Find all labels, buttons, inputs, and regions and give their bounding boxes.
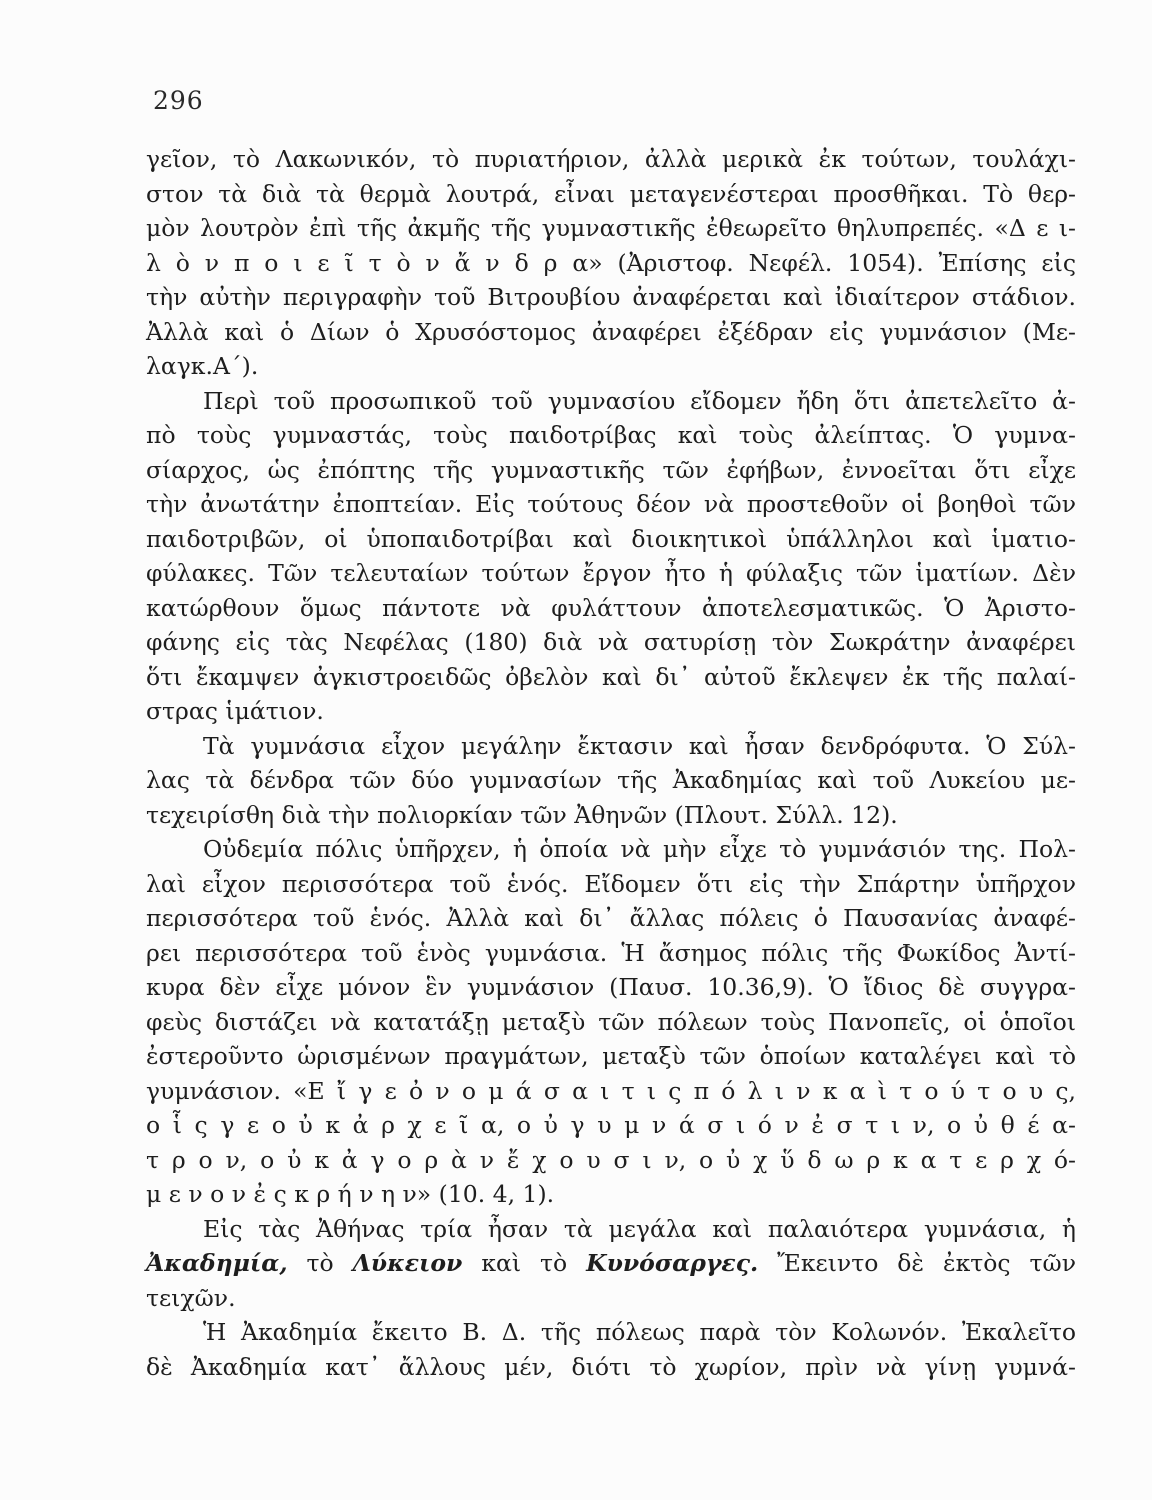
text-segment: καὶ τὸ: [462, 1249, 587, 1277]
text-line: γεῖον, τὸ Λακωνικόν, τὸ πυριατήριον, ἀλλὰ μερικὰ ἐκ τούτων, τουλάχι-: [146, 145, 1076, 173]
text-line: μὸν λουτρὸν ἐπὶ τῆς ἀκμῆς τῆς γυμναστικῆς ἐθεωρεῖτο θηλυπρεπές. «Δ ε ι-: [146, 214, 1076, 242]
text-line: τὴν ἀνωτάτην ἐποπτείαν. Εἰς τούτους δέον νὰ προστεθοῦν οἱ βοηθοὶ τῶν: [146, 490, 1076, 518]
text-line: Ἀλλὰ καὶ ὁ Δίων ὁ Χρυσόστομος ἀναφέρει ἐξέδραν εἰς γυμνάσιον (Με-: [146, 317, 1076, 346]
text-line: κυρα δὲν εἶχε μόνον ἓν γυμνάσιον (Παυσ. 10.36,9). Ὁ ἴδιος δὲ συγγρα-: [146, 973, 1076, 1001]
text-line: στρας ἱμάτιον.: [146, 697, 324, 725]
text-line: τ ρ ο ν, ο ὐ κ ἀ γ ο ρ ὰ ν ἔ χ ο υ σ ι ν, ο ὐ χ ὕ δ ω ρ κ α τ ε ρ χ ό-: [146, 1145, 1076, 1174]
text-line: περισσότερα τοῦ ἑνός. Ἀλλὰ καὶ δι᾽ ἄλλας πόλεις ὁ Παυσανίας ἀναφέ-: [146, 904, 1076, 932]
text-line: δὲ Ἀκαδημία κατ᾽ ἄλλους μέν, διότι τὸ χωρίον, πρὶν νὰ γίνῃ γυμνά-: [146, 1352, 1076, 1381]
text-line: Τὰ γυμνάσια εἶχον μεγάλην ἔκτασιν καὶ ἦσαν δενδρόφυτα. Ὁ Σύλ-: [203, 731, 1076, 760]
text-line: τειχῶν.: [146, 1283, 236, 1312]
text-line: λ ὸ ν π ο ι ε ῖ τ ὸ ν ἄ ν δ ρ α» (Ἀριστοφ. Νεφέλ. 1054). Ἐπίσης εἰς: [146, 248, 1076, 277]
text-line: λαὶ εἶχον περισσότερα τοῦ ἑνός. Εἴδομεν ὅτι εἰς τὴν Σπάρτην ὑπῆρχον: [146, 869, 1076, 898]
text-line: [146, 1246, 1076, 1281]
text-line: λας τὰ δένδρα τῶν δύο γυμνασίων τῆς Ἀκαδημίας καὶ τοῦ Λυκείου με-: [146, 766, 1076, 794]
text-line: τὴν αὐτὴν περιγραφὴν τοῦ Βιτρουβίου ἀναφέρεται καὶ ἰδιαίτερον στάδιον.: [146, 283, 1076, 311]
text-segment: Ἔκειντο δὲ ἐκτὸς τῶν: [758, 1249, 1076, 1277]
text-line: φάνης εἰς τὰς Νεφέλας (180) διὰ νὰ σατυρίσῃ τὸν Σωκράτην ἀναφέρει: [146, 628, 1076, 656]
text-line: λαγκ.Α΄).: [146, 352, 259, 380]
text-line: παιδοτριβῶν, οἱ ὑποπαιδοτρίβαι καὶ διοικητικοὶ ὑπάλληλοι καὶ ἱματιο-: [146, 524, 1076, 553]
text-line: ρει περισσότερα τοῦ ἑνὸς γυμνάσια. Ἡ ἄσημος πόλις τῆς Φωκίδος Ἀντί-: [146, 938, 1076, 967]
text-segment: τὸ: [287, 1249, 353, 1277]
text-line: σίαρχος, ὡς ἐπόπτης τῆς γυμναστικῆς τῶν ἐφήβων, ἐννοεῖται ὅτι εἶχε: [146, 455, 1076, 484]
body-text: [146, 142, 1076, 1384]
text-line: κατώρθουν ὅμως πάντοτε νὰ φυλάττουν ἀποτελεσματικῶς. Ὁ Ἀριστο-: [146, 593, 1076, 622]
gymnasium-name: Κυνόσαργες.: [586, 1249, 759, 1277]
text-line: Εἰς τὰς Ἀθήνας τρία ἦσαν τὰ μεγάλα καὶ παλαιότερα γυμνάσια, ἡ: [203, 1214, 1076, 1243]
text-line: πὸ τοὺς γυμναστάς, τοὺς παιδοτρίβας καὶ τοὺς ἀλείπτας. Ὁ γυμνα-: [146, 421, 1076, 449]
text-line: μ ε ν ο ν ἐ ς κ ρ ή ν η ν» (10. 4, 1).: [146, 1180, 555, 1208]
gymnasium-name: Λύκειον: [352, 1249, 463, 1277]
page-number: 296: [153, 86, 204, 115]
text-line: γυμνάσιον. «Ε ἴ γ ε ὀ ν ο μ ά σ α ι τ ι ς π ό λ ι ν κ α ὶ τ ο ύ τ ο υ ς,: [146, 1076, 1076, 1105]
text-line: Ἡ Ἀκαδημία ἔκειτο Β. Δ. τῆς πόλεως παρὰ τὸν Κολωνόν. Ἐκαλεῖτο: [203, 1318, 1076, 1346]
text-line: στον τὰ διὰ τὰ θερμὰ λουτρά, εἶναι μεταγενέστεραι προσθῆκαι. Τὸ θερ-: [146, 179, 1076, 208]
gymnasium-name: Ἀκαδημία,: [146, 1249, 288, 1277]
text-line: φεὺς διστάζει νὰ κατατάξῃ μεταξὺ τῶν πόλεων τοὺς Πανοπεῖς, οἱ ὁποῖοι: [146, 1007, 1076, 1036]
text-line: ο ἷ ς γ ε ο ὐ κ ἀ ρ χ ε ῖ α, ο ὐ γ υ μ ν ά σ ι ό ν ἐ σ τ ι ν, ο ὐ θ έ α-: [146, 1111, 1076, 1139]
text-line: Περὶ τοῦ προσωπικοῦ τοῦ γυμνασίου εἴδομεν ἤδη ὅτι ἀπετελεῖτο ἀ-: [203, 386, 1076, 415]
text-line: ἐστεροῦντο ὡρισμένων πραγμάτων, μεταξὺ τῶν ὁποίων καταλέγει καὶ τὸ: [146, 1042, 1076, 1070]
text-line: ὅτι ἔκαμψεν ἀγκιστροειδῶς ὀβελὸν καὶ δι᾽ αὐτοῦ ἔκλεψεν ἐκ τῆς παλαί-: [146, 662, 1076, 691]
text-line: τεχειρίσθη διὰ τὴν πολιορκίαν τῶν Ἀθηνῶν (Πλουτ. Σύλλ. 12).: [146, 800, 898, 829]
text-line: Οὐδεμία πόλις ὑπῆρχεν, ἡ ὁποία νὰ μὴν εἶχε τὸ γυμνάσιόν της. Πολ-: [203, 835, 1076, 863]
text-line: φύλακες. Τῶν τελευταίων τούτων ἔργον ἦτο ἡ φύλαξις τῶν ἱματίων. Δὲν: [146, 559, 1076, 587]
